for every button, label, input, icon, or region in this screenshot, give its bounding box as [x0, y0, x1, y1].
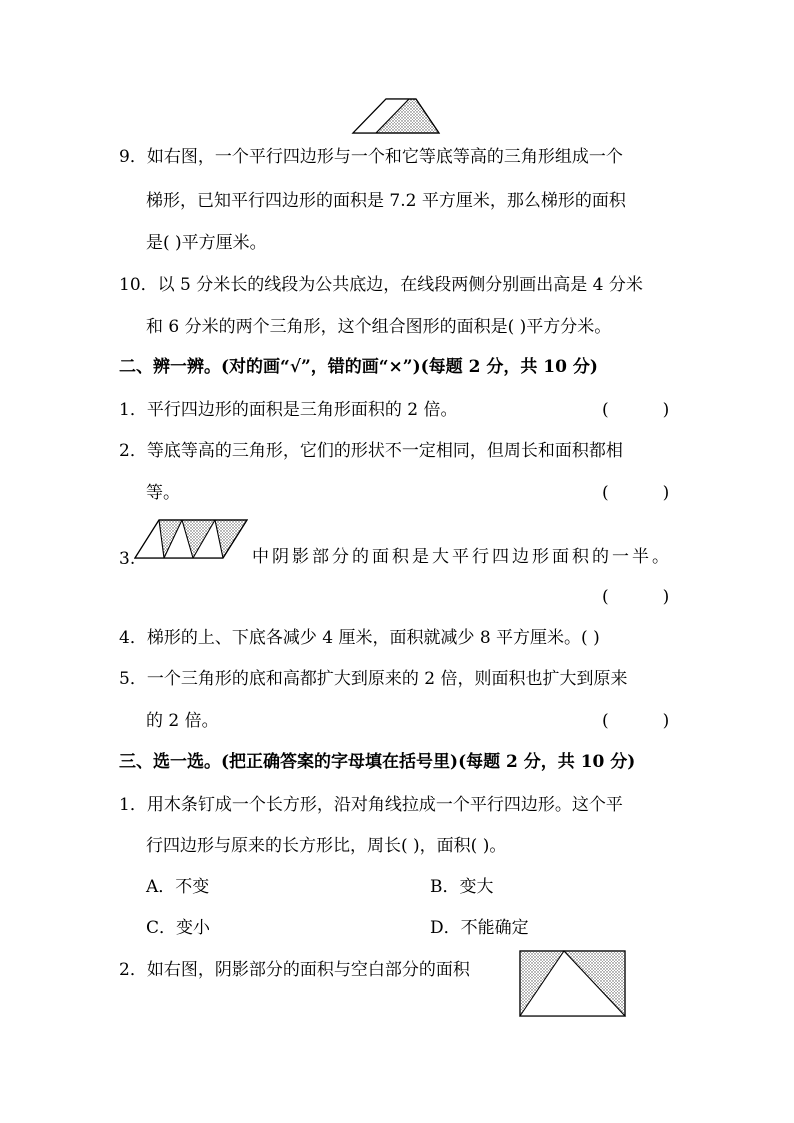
rectangle-triangle-figure	[519, 950, 627, 1018]
s2-item3-number: 3.	[119, 549, 136, 569]
s2-item2-line1: 2．等底等高的三角形，它们的形状不一定相同，但周长和面积都相	[119, 441, 623, 461]
s3-q1-option-c[interactable]: C．变小	[146, 918, 211, 938]
q10-line-2: 和 6 分米的两个三角形，这个组合图形的面积是( )平方分米。	[146, 317, 612, 337]
s2-item3-line1: 中阴影部分的面积是大平行四边形面积的一半。	[252, 547, 672, 567]
s2-item5-line1: 5．一个三角形的底和高都扩大到原来的 2 倍，则面积也扩大到原来	[119, 669, 628, 689]
s3-q1-line2: 行四边形与原来的长方形比，周长( )，面积( )。	[146, 836, 507, 856]
section2-title: 二、辨一辨。(对的画“√”，错的画“×”)(每题 2 分，共 10 分)	[119, 357, 598, 377]
s2-item1-answer-paren[interactable]: ( )	[602, 400, 670, 420]
q9-line-3: 是( )平方厘米。	[146, 233, 267, 253]
s2-item4-line1: 4．梯形的上、下底各减少 4 厘米，面积就减少 8 平方厘米。( )	[119, 628, 600, 648]
s2-item5-line2: 的 2 倍。	[146, 711, 219, 731]
s3-q1-option-a[interactable]: A．不变	[146, 877, 210, 897]
parallelogram-triangles-figure	[133, 518, 251, 560]
s2-item2-line2: 等。	[146, 483, 180, 503]
q9-line-2: 梯形，已知平行四边形的面积是 7.2 平方厘米，那么梯形的面积	[146, 191, 626, 211]
s2-item2-answer-paren[interactable]: ( )	[602, 483, 670, 503]
s3-q2-line1: 2．如右图，阴影部分的面积与空白部分的面积	[119, 960, 470, 980]
s2-item1-line1: 1．平行四边形的面积是三角形面积的 2 倍。	[119, 400, 458, 420]
section3-title: 三、选一选。(把正确答案的字母填在括号里)(每题 2 分，共 10 分)	[119, 752, 636, 772]
s3-q1-option-b[interactable]: B．变大	[430, 877, 494, 897]
trapezoid-figure	[350, 96, 442, 136]
q9-line-1: 9．如右图，一个平行四边形与一个和它等底等高的三角形组成一个	[119, 147, 623, 167]
q10-line-1: 10．以 5 分米长的线段为公共底边，在线段两侧分别画出高是 4 分米	[119, 275, 643, 295]
s2-item5-answer-paren[interactable]: ( )	[602, 711, 670, 731]
s3-q1-line1: 1．用木条钉成一个长方形，沿对角线拉成一个平行四边形。这个平	[119, 795, 623, 815]
s3-q1-option-d[interactable]: D．不能确定	[430, 918, 529, 938]
s2-item3-answer-paren[interactable]: ( )	[602, 587, 670, 607]
